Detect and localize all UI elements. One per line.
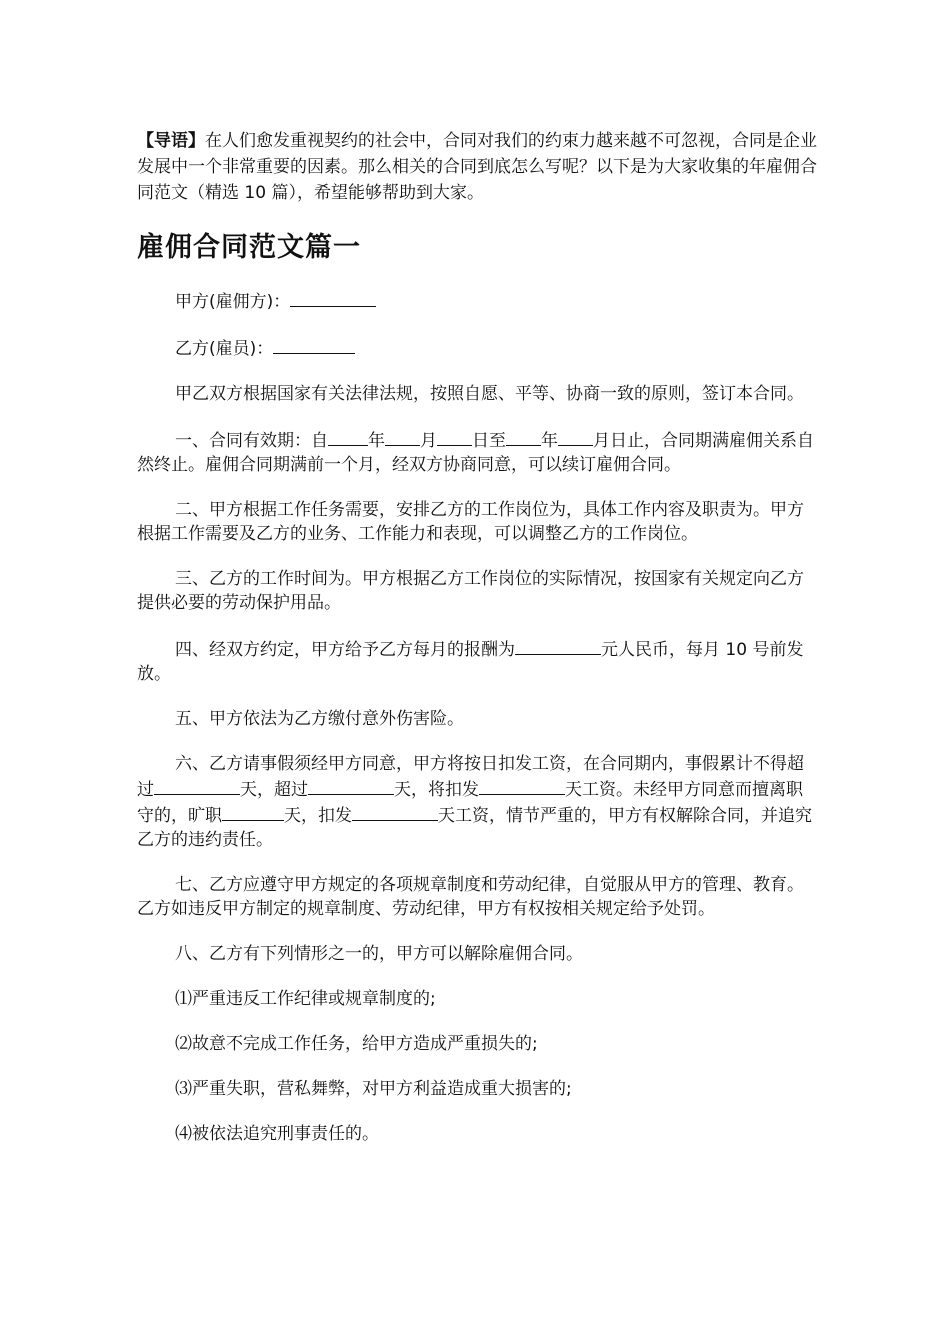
- clause-6-text: 六、乙方请事假须经甲方同意，甲方将按日扣发工资，在合同期内，事假累计不得超过: [137, 754, 804, 800]
- clause-6-text: 天，将扣发: [394, 780, 479, 800]
- list-item: ⑷被依法追究刑事责任的。: [175, 1124, 379, 1144]
- blank: [558, 427, 593, 446]
- list-item: ⑶严重失职，营私舞弊，对甲方利益造成重大损害的;: [175, 1079, 572, 1099]
- clause-6-text: 天，超过: [240, 780, 308, 800]
- clause-1-text: 一、合同有效期：自: [175, 431, 328, 451]
- preamble-paragraph: 甲乙双方根据国家有关法律法规，按照自愿、平等、协商一致的原则，签订本合同。: [175, 384, 804, 404]
- clause-3: 三、乙方的工作时间为。甲方根据乙方工作岗位的实际情况，按国家有关规定向乙方提供必要的劳动保护用品。: [137, 569, 804, 613]
- clause-1: [137, 427, 817, 477]
- intro-text: 在人们愈发重视契约的社会中，合同对我们的约束力越来越不可忽视，合同是企业发展中一个非常重要的因素。那么相关的合同到底怎么写呢？以下是为大家收集的年雇佣合同范文（精选 10 篇），希望能够帮助到大家。: [137, 131, 817, 203]
- clause-1-day: 日至: [472, 431, 506, 451]
- party-a-line: [137, 288, 817, 314]
- intro-lead: 【导语】: [137, 131, 205, 151]
- blank: [352, 802, 438, 821]
- blank: [328, 427, 368, 446]
- clause-4: [137, 636, 817, 686]
- party-a-blank: [290, 288, 376, 307]
- salary-blank: [515, 636, 601, 655]
- list-item: ⑵故意不完成工作任务，给甲方造成严重损失的;: [175, 1034, 538, 1054]
- clause-5: 五、甲方依法为乙方缴付意外伤害险。: [175, 709, 464, 729]
- clause-4-tail: 元人民币，每月 10 号前发放。: [137, 640, 804, 684]
- party-b-blank: [273, 335, 355, 354]
- document-page: [137, 128, 817, 1167]
- blank: [479, 776, 565, 795]
- section-heading: 雇佣合同范文篇一: [137, 232, 361, 263]
- clause-8: 八、乙方有下列情形之一的，甲方可以解除雇佣合同。: [175, 944, 583, 964]
- blank: [222, 802, 284, 821]
- clause-2: 二、甲方根据工作任务需要，安排乙方的工作岗位为，具体工作内容及职责为。甲方根据工作需要及乙方的业务、工作能力和表现，可以调整乙方的工作岗位。: [137, 500, 804, 544]
- clause-1-month: 月: [420, 431, 437, 451]
- clause-6: [137, 752, 817, 852]
- party-a-label: 甲方(雇佣方)：: [175, 292, 291, 312]
- party-b-line: [137, 335, 817, 361]
- intro-paragraph: [137, 128, 817, 206]
- party-b-label: 乙方(雇员)：: [175, 339, 274, 359]
- blank: [437, 427, 472, 446]
- blank: [506, 427, 541, 446]
- clause-1-tail: 月日止，合同期满雇佣关系自然终止。雇佣合同期满前一个月，经双方协商同意，可以续订雇佣合同。: [137, 431, 814, 475]
- blank: [154, 776, 240, 795]
- blank: [385, 427, 420, 446]
- clause-6-text: 天工资。未经甲方同意而擅离职守的，旷职: [137, 780, 803, 826]
- clause-6-text: 天，扣发: [284, 806, 352, 826]
- clause-1-year: 年: [368, 431, 385, 451]
- clause-6-text: 天工资，情节严重的，甲方有权解除合同，并追究乙方的违约责任。: [137, 806, 812, 850]
- blank: [308, 776, 394, 795]
- list-item: ⑴严重违反工作纪律或规章制度的;: [175, 989, 436, 1009]
- clause-4-text: 四、经双方约定，甲方给予乙方每月的报酬为: [175, 640, 515, 660]
- clause-1-year: 年: [541, 431, 558, 451]
- clause-7: 七、乙方应遵守甲方规定的各项规章制度和劳动纪律，自觉服从甲方的管理、教育。乙方如违反甲方制定的规章制度、劳动纪律，甲方有权按相关规定给予处罚。: [137, 875, 804, 919]
